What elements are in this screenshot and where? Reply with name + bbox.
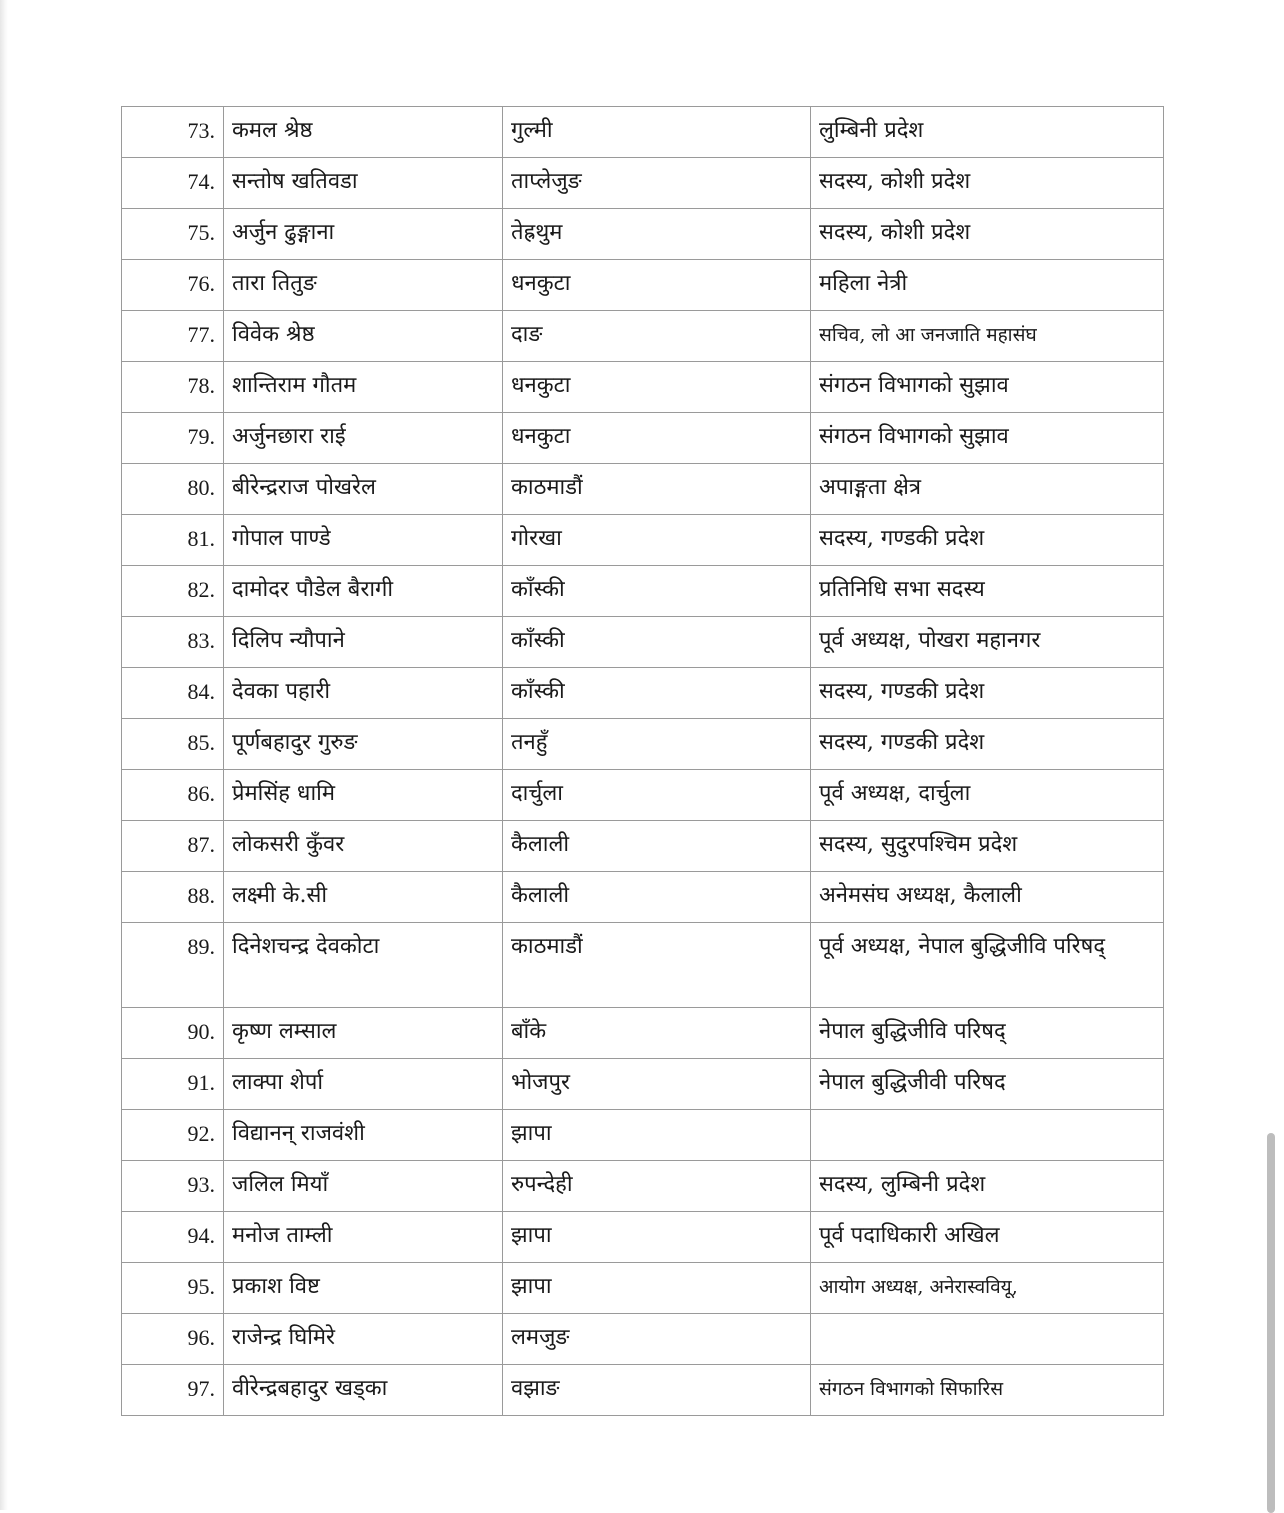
- table-row: [122, 1059, 1164, 1110]
- table-row: [122, 1263, 1164, 1314]
- member-name: पूर्णबहादुर गुरुङ: [224, 719, 503, 770]
- row-number: 74.: [122, 158, 224, 209]
- role-description: सदस्य, सुदुरपश्चिम प्रदेश: [811, 821, 1164, 872]
- row-number: 97.: [122, 1365, 224, 1416]
- district: धनकुटा: [503, 413, 811, 464]
- member-name: बीरेन्द्रराज पोखरेल: [224, 464, 503, 515]
- row-number: 86.: [122, 770, 224, 821]
- table-row: [122, 872, 1164, 923]
- role-description: पूर्व अध्यक्ष, नेपाल बुद्धिजीवि परिषद्: [811, 923, 1164, 1008]
- table-row: [122, 923, 1164, 1008]
- page-left-edge: [0, 0, 8, 1510]
- district: गोरखा: [503, 515, 811, 566]
- district: काठमाडौं: [503, 923, 811, 1008]
- district: काँस्की: [503, 617, 811, 668]
- district: झापा: [503, 1263, 811, 1314]
- table-row: [122, 1365, 1164, 1416]
- role-description: पूर्व अध्यक्ष, दार्चुला: [811, 770, 1164, 821]
- role-description: सदस्य, कोशी प्रदेश: [811, 209, 1164, 260]
- row-number: 87.: [122, 821, 224, 872]
- role-description: सदस्य, कोशी प्रदेश: [811, 158, 1164, 209]
- member-name: वीरेन्द्रबहादुर खड्का: [224, 1365, 503, 1416]
- role-description: पूर्व पदाधिकारी अखिल: [811, 1212, 1164, 1263]
- table-row: [122, 566, 1164, 617]
- table-row: [122, 515, 1164, 566]
- table-row: [122, 821, 1164, 872]
- member-table: [121, 106, 1164, 1416]
- district: भोजपुर: [503, 1059, 811, 1110]
- district: लमजुङ: [503, 1314, 811, 1365]
- member-name: राजेन्द्र घिमिरे: [224, 1314, 503, 1365]
- row-number: 82.: [122, 566, 224, 617]
- member-name: मनोज ताम्ली: [224, 1212, 503, 1263]
- row-number: 77.: [122, 311, 224, 362]
- member-name: तारा तितुङ: [224, 260, 503, 311]
- role-description: संगठन विभागको सुझाव: [811, 362, 1164, 413]
- row-number: 92.: [122, 1110, 224, 1161]
- role-description: [811, 1110, 1164, 1161]
- member-name: जलिल मियाँ: [224, 1161, 503, 1212]
- table-row: [122, 1314, 1164, 1365]
- table-row: [122, 1212, 1164, 1263]
- role-description: अपाङ्गता क्षेत्र: [811, 464, 1164, 515]
- role-description: लुम्बिनी प्रदेश: [811, 107, 1164, 158]
- row-number: 76.: [122, 260, 224, 311]
- table-body: [122, 107, 1164, 1416]
- role-description: नेपाल बुद्धिजीवी परिषद: [811, 1059, 1164, 1110]
- row-number: 94.: [122, 1212, 224, 1263]
- row-number: 95.: [122, 1263, 224, 1314]
- role-description: संगठन विभागको सुझाव: [811, 413, 1164, 464]
- role-description: [811, 1314, 1164, 1365]
- member-name: प्रेमसिंह धामि: [224, 770, 503, 821]
- member-name: लक्ष्मी के.सी: [224, 872, 503, 923]
- member-name: अर्जुन ढुङ्गाना: [224, 209, 503, 260]
- district: कैलाली: [503, 821, 811, 872]
- row-number: 79.: [122, 413, 224, 464]
- member-name: विवेक श्रेष्ठ: [224, 311, 503, 362]
- member-name: दामोदर पौडेल बैरागी: [224, 566, 503, 617]
- table-row: [122, 260, 1164, 311]
- table-row: [122, 311, 1164, 362]
- row-number: 83.: [122, 617, 224, 668]
- row-number: 91.: [122, 1059, 224, 1110]
- district: काँस्की: [503, 566, 811, 617]
- member-name: लोकसरी कुँवर: [224, 821, 503, 872]
- district: दाङ: [503, 311, 811, 362]
- table-row: [122, 464, 1164, 515]
- row-number: 93.: [122, 1161, 224, 1212]
- role-description: सचिव, लो आ जनजाति महासंघ: [811, 311, 1164, 362]
- role-description: संगठन विभागको सिफारिस: [811, 1365, 1164, 1416]
- role-description: प्रतिनिधि सभा सदस्य: [811, 566, 1164, 617]
- district: झापा: [503, 1212, 811, 1263]
- table-row: [122, 668, 1164, 719]
- district: काँस्की: [503, 668, 811, 719]
- member-name: देवका पहारी: [224, 668, 503, 719]
- role-description: सदस्य, गण्डकी प्रदेश: [811, 515, 1164, 566]
- row-number: 96.: [122, 1314, 224, 1365]
- district: झापा: [503, 1110, 811, 1161]
- row-number: 84.: [122, 668, 224, 719]
- member-name: अर्जुनछारा राई: [224, 413, 503, 464]
- table-row: [122, 413, 1164, 464]
- district: धनकुटा: [503, 362, 811, 413]
- member-name: दिनेशचन्द्र देवकोटा: [224, 923, 503, 1008]
- member-name: विद्यानन् राजवंशी: [224, 1110, 503, 1161]
- row-number: 78.: [122, 362, 224, 413]
- role-description: नेपाल बुद्धिजीवि परिषद्: [811, 1008, 1164, 1059]
- district: तेह्रथुम: [503, 209, 811, 260]
- district: धनकुटा: [503, 260, 811, 311]
- district: ताप्लेजुङ: [503, 158, 811, 209]
- member-name: सन्तोष खतिवडा: [224, 158, 503, 209]
- table-row: [122, 617, 1164, 668]
- district: बाँके: [503, 1008, 811, 1059]
- table-row: [122, 158, 1164, 209]
- table-row: [122, 362, 1164, 413]
- district: रुपन्देही: [503, 1161, 811, 1212]
- role-description: आयोग अध्यक्ष, अनेरास्ववियू,: [811, 1263, 1164, 1314]
- member-name: प्रकाश विष्ट: [224, 1263, 503, 1314]
- row-number: 90.: [122, 1008, 224, 1059]
- role-description: अनेमसंघ अध्यक्ष, कैलाली: [811, 872, 1164, 923]
- member-name: दिलिप न्यौपाने: [224, 617, 503, 668]
- member-name: कमल श्रेष्ठ: [224, 107, 503, 158]
- table-row: [122, 1161, 1164, 1212]
- role-description: सदस्य, लुम्बिनी प्रदेश: [811, 1161, 1164, 1212]
- member-name: गोपाल पाण्डे: [224, 515, 503, 566]
- row-number: 88.: [122, 872, 224, 923]
- table-row: [122, 770, 1164, 821]
- district: तनहुँ: [503, 719, 811, 770]
- row-number: 73.: [122, 107, 224, 158]
- member-name: शान्तिराम गौतम: [224, 362, 503, 413]
- row-number: 80.: [122, 464, 224, 515]
- table-row: [122, 209, 1164, 260]
- table-row: [122, 1008, 1164, 1059]
- role-description: पूर्व अध्यक्ष, पोखरा महानगर: [811, 617, 1164, 668]
- row-number: 85.: [122, 719, 224, 770]
- role-description: महिला नेत्री: [811, 260, 1164, 311]
- district: कैलाली: [503, 872, 811, 923]
- row-number: 81.: [122, 515, 224, 566]
- district: दार्चुला: [503, 770, 811, 821]
- member-name: कृष्ण लम्साल: [224, 1008, 503, 1059]
- role-description: सदस्य, गण्डकी प्रदेश: [811, 719, 1164, 770]
- district: वझाङ: [503, 1365, 811, 1416]
- row-number: 89.: [122, 923, 224, 1008]
- district: गुल्मी: [503, 107, 811, 158]
- district: काठमाडौं: [503, 464, 811, 515]
- member-name: लाक्पा शेर्पा: [224, 1059, 503, 1110]
- role-description: सदस्य, गण्डकी प्रदेश: [811, 668, 1164, 719]
- table-row: [122, 719, 1164, 770]
- row-number: 75.: [122, 209, 224, 260]
- table-row: [122, 107, 1164, 158]
- scrollbar-thumb[interactable]: [1267, 1133, 1275, 1513]
- table-row: [122, 1110, 1164, 1161]
